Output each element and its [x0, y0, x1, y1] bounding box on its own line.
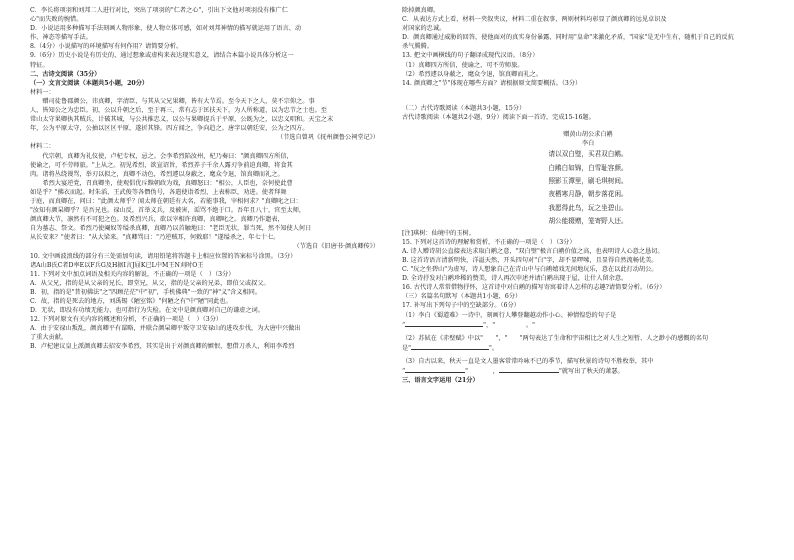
question-12: 12. 下列对原文有关内容的概述和分析，不正确的一项是（ ）（3分）	[30, 316, 223, 324]
poem-section-heading: （二）古代诗歌阅读（本题共3小题，15分）	[402, 104, 526, 112]
poem-intro: 古代诗歌阅读（本题共2小题，9分）阅读下面一首诗，完成15-16题。	[402, 113, 595, 121]
text-line: 杀气腾腾。	[402, 43, 433, 51]
answer-blank[interactable]	[405, 320, 483, 327]
question-13-item: （1）真卿四方所信，使谕之，可不劳师旅。	[402, 61, 524, 69]
question-11-option-d: D．无状，即没有功绩无能力，也可指行为失检。在文中是颜真卿对自己的谦虚之词。	[30, 307, 264, 315]
text-line: C．李长将项羽和刘邦二人进行对比，突出了项羽的"仁者之心"，引出下文他对项羽没有推广仁	[30, 7, 288, 14]
poem-author: 李白	[581, 140, 595, 148]
question-13-item: （2）希烈遽以身蔽之，麾众令退，馆真卿而礼之。	[402, 70, 543, 78]
poem-line: 请以双白璧，买君双白鹇。	[548, 150, 628, 159]
material2-line: 如是乎？"拂衣而起。时朱滔、王武俊等各僭伪号，各遣使诣希烈，上表称臣，劝进。使者拜舞	[30, 188, 287, 196]
question-17-3-blanks: “ " ， "就写出了秋天的萧瑟。	[402, 367, 624, 375]
question-15-option-c: C. "玩之坐碧山"为虚写，诗人想象自己在青山中与白鹇嬉戏无间地玩乐，意在以此打动胡公。	[402, 266, 658, 274]
answer-blank[interactable]	[411, 343, 489, 350]
blank-suffix: "。	[489, 344, 499, 352]
question-17-3: （3）自古以来，秋天一直是文人墨客常常吟咏不已的季节，描写秋景的诗句不胜枚举，其中	[402, 357, 654, 365]
poem-note: [注]琪树：仙境中的玉树。	[402, 229, 475, 237]
question-17-1: （1）李白《蜀道难》一诗中，刻画行人攀登翻越动作小心、神情惶恐的句子是	[402, 311, 617, 319]
question-11-option-c: C．故，指的是死去的地方，刘禹锡《陋室铭》"何陋之有"中"陋"同此也。	[30, 298, 232, 305]
material2-label: 材料二：	[30, 143, 55, 151]
material2-line: "汝知有颜杲卿乎？是吾兄也。禄山反，首举义兵，及被害，诟骂不绝于口。吾年且八十，官至太师，	[30, 207, 306, 215]
question-10-options: 诸A山B氏C者D率E以F兵G及H据I言J屈K已L中M王N刈时O王	[30, 261, 204, 269]
question-15: 15. 下列对这首诗的理解和赏析，不正确的一项是（ ）（3分）	[402, 238, 576, 246]
poem-line: 白鹇白如锦，白雪耻容颜。	[548, 163, 628, 172]
material2-line: 从长安来？"使者曰："从大梁来。"真卿骂曰："乃逆贼耳，何敕耶！"遂缢杀之，年七十七。	[30, 234, 280, 242]
question-15-option-d: D. 全诗抒发对白鹇珍稀的赞美，诗人再次申述并请白鹇出现于屋，让什人留余意。	[402, 275, 628, 283]
answer-blank[interactable]	[405, 366, 465, 373]
material2-line: 肉。诸将丛绕谩骂，举刃以拟之，真卿不动色，希烈遽以身蔽之，麾众令退，馆真卿而礼之。	[30, 170, 284, 178]
text-line: 除掉颜真卿。	[402, 7, 440, 14]
mingju-section-heading: （三）名篇名句默写（本题共1小题，6分）	[402, 293, 522, 301]
question-14: 14. 颜真卿之"节"体现在哪些方面？请根据原文简要概括。（3分）	[402, 79, 582, 87]
question-9: 9.（6分）历史小说是有历史的，通过想象或虚构来表达现实意义，请结合本篇小说具体分析这一	[30, 52, 294, 60]
text-line: D．小说运用多种描写手法刻画人物形象，使人物立体可感，如对刘邦神情的描写就运用了语言、动	[30, 25, 302, 33]
section-heading: 二、古诗文阅读（35分）	[30, 70, 101, 78]
material2-line: 颜真卿大节，凛然有不可犯之色。及希烈兴兵，欲以宰相许真卿，真卿叱之。真卿乃作遗表，	[30, 216, 284, 224]
question-12-option-c: C．从表达方式上看，材料一夹叙夹议，材料二重在叙事，两则材料均彰显了颜真卿的远见卓识及	[402, 16, 667, 24]
material1-source: （节选自曾巩《抚州颜鲁公祠堂记》）	[276, 134, 379, 142]
material1-line: 常山太守果卿执其贼兵，计破其城，与公共推忠义，以公与果卿提兵于平原，公既为之，以忠义唱和。天宝之末	[30, 116, 334, 124]
question-17-2: （2）苏轼在《赤壁赋》中以" "，" "两句表达了生命和宇宙相比之对人生之短暂、人之渺小的感慨的名句	[402, 334, 709, 342]
question-17: 17. 补写出下列句子中的空缺部分。（6分）	[402, 302, 520, 310]
text-line: 特征。	[30, 61, 49, 69]
material2-line: 于庭，而真卿在，问曰："此颜太师乎？闻太师在朝廷有大名，若能事我，宰相何求？"真卿叱之曰：	[30, 197, 302, 205]
material1-line: 人，皆知公之为忠臣。初，公以升朝之后，至于再三，常有志于匡扶天下，为人所称道，以为忠节之士也。至	[30, 107, 327, 115]
text-line: 对国家的忠诚。	[402, 25, 446, 33]
blank-prefix: 是"	[402, 344, 412, 352]
text-line: 作、神态等描写手法。	[30, 34, 92, 42]
right-column	[402, 6, 774, 385]
blank-suffix: "，" 。"	[483, 321, 536, 329]
question-8: 8.（4分）小说描写的环境描写有何作用？请简要分析。	[30, 43, 183, 51]
question-15-option-b: B. 这首诗语言清新明快，洋溢天然，开头四句对"白"字，却不显啰嗦，且显得自然流畅优美。	[402, 256, 658, 264]
question-11-option-a: A．从父兄，指的是从父亲的兄长，即堂兄，从父，指的是父亲的兄弟，即伯父或叔父。	[30, 279, 270, 287]
text-line: 心"而失败的惋惜。	[30, 16, 83, 24]
question-13: 13. 把文中画横线的句子翻译成现代汉语。（8分）	[402, 52, 539, 60]
poem-line: 夜栖寒月静，朝步落花闲。	[548, 190, 628, 199]
question-17-1-blanks: “ "，" 。"	[402, 321, 536, 329]
poem-body	[402, 148, 774, 228]
question-10: 10. 文中画波浪线的部分有三处需加句读，请用铅笔将答题卡上相应位置的答案标号涂黑。（3分）	[30, 252, 297, 260]
blank-suffix: "就写出了秋天的萧瑟。	[558, 367, 624, 375]
question-11-option-b: B．初，指的是"昔初佛法"之"四顾茫茫"中"初"，手机佛典"一致的"神"义"含义相同。	[30, 288, 262, 296]
poem-title: 赠黄山胡公求白鹇	[563, 131, 613, 139]
question-15-option-a: A. 诗人赠诗胡公直接表达求取白鹇之意，"双白璧"极言白鹇价值之高，也表明诗人心意之恳切。	[402, 247, 664, 255]
question-16: 16. 古代诗人常常借物抒怀，这首诗中对白鹇的描写寄寓着诗人怎样的志趣?请简要分析。（6分）	[402, 284, 666, 292]
answer-blank[interactable]	[499, 366, 559, 373]
question-17-2-blanks	[402, 343, 774, 353]
subsection-heading: （一）文言文阅读（本题共5小题，20分）	[30, 79, 149, 87]
material2-line: 代宗朝，真卿为礼仪使，卢杞专权，忌之。会李希烈陷汝州，杞乃奏曰："颜真卿四方所信，	[42, 152, 293, 160]
poem-line: 照影玉潭里，刷毛琪树间。	[548, 177, 628, 186]
question-11: 11. 下列对文中加点词语及相关内容的解说，不正确的一项是（ ）（3分）	[30, 270, 235, 278]
blank-mid: " ，	[465, 367, 499, 375]
poem-line: 我愿得此鸟，玩之坐碧山。	[548, 203, 628, 212]
material2-source: （节选自《旧唐书·颜真卿传》）	[293, 243, 379, 251]
material2-line: 使谕之，可不劳师旅。"上从之。初见希烈，欲宣诏旨，希烈养子千余人露刃争前迫真卿，将食其	[30, 161, 293, 169]
left-column	[30, 6, 397, 352]
poem-line: 胡公能辍赠，笼寄野人还。	[548, 217, 628, 226]
question-12-option-d: D．颜真卿通过威胁的回答，使他面对的真实身份暴露，同时用"皇命"来激化矛盾，"国家"是无中生有，随机于自己的反抗	[402, 34, 734, 42]
question-12-option-a: A．由于安禄山叛乱，颜真卿平有谋略，并联合颜杲卿平叛守卫安禄山的进攻步伐，为大唐中兴做出	[30, 325, 301, 333]
question-12-option-b: B．卢杞建议皇上派颜真卿去招安李希烈，其实是出于对颜真卿的嫉恨，想借刀杀人，利用李希烈	[30, 343, 295, 351]
language-section-heading: 三、语言文字运用（21分）	[402, 377, 479, 385]
material2-line: 自为墓志、祭文。希烈乃使阉奴等缢杀真卿，真卿乃以首触地曰："老臣无状，罪当死，然不知使人何日	[30, 225, 312, 233]
text-line: 了重大贡献。	[30, 334, 68, 342]
material1-line: 年，公为平原太守，公抽以区区平原，遂折其锋。四方闻之，争向趋之。唐字以朝廷安，公为之四方。	[30, 125, 309, 133]
material2-line: 希烈大宴逆党，召真卿坐，使观倡优斥黩朝政为戏，真卿怒曰："相公，人臣也，奈何使此曹	[42, 179, 293, 187]
material1-label: 材料一：	[30, 88, 55, 96]
material1-line: 赠司徒鲁郡颜公，讳真卿，字清臣，与其从父兄果卿，皆有大节焉。至今天下之人，莫不宗仰之。事	[42, 97, 315, 105]
